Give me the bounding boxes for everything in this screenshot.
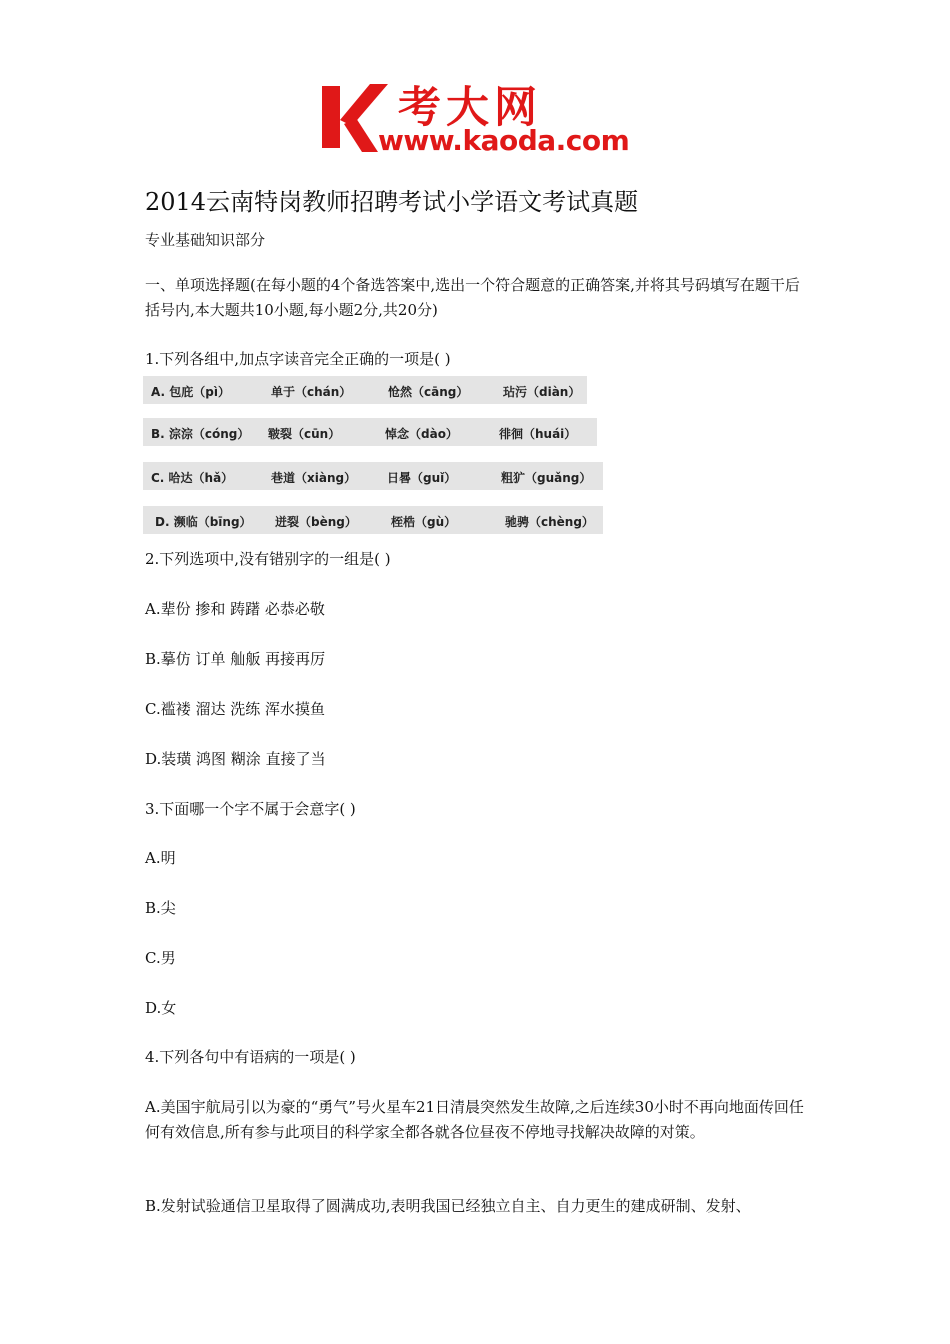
part-instructions: 一、单项选择题(在每小题的4个备选答案中,选出一个符合题意的正确答案,并将其号码填写在题干后括号内,本大题共10小题,每小题2分,共20分) — [145, 276, 800, 319]
q3-option-a: A.明 — [145, 849, 176, 867]
q1-c-word-3: 日晷（guǐ） — [387, 471, 457, 485]
question-1-stem: 1.下列各组中,加点字读音完全正确的一项是( ) — [145, 350, 451, 368]
q1-d-word-2: 迸裂（bèng） — [275, 515, 357, 529]
q1-b-word-1: B. 淙淙（cóng） — [151, 427, 250, 441]
q1-a-word-1: A. 包庇（pì） — [151, 385, 230, 399]
q1-c-word-2: 巷道（xiàng） — [271, 471, 357, 485]
logo-brand-text: 考大网 — [398, 83, 542, 133]
q2-option-b: B.摹仿 订单 舢舨 再接再厉 — [145, 650, 326, 668]
q1-d-word-4: 驰骋（chèng） — [505, 515, 594, 529]
q2-option-a: A.辈份 掺和 踌躇 必恭必敬 — [145, 600, 325, 618]
q3-option-d: D.女 — [145, 999, 177, 1017]
q1-option-a-image — [143, 376, 587, 404]
q1-a-word-4: 玷污（diàn） — [503, 385, 581, 399]
q1-b-word-4: 徘徊（huái） — [499, 427, 577, 441]
q4-option-b: B.发射试验通信卫星取得了圆满成功,表明我国已经独立自主、自力更生的建成研制、发射、 — [145, 1197, 751, 1215]
section-heading: 专业基础知识部分 — [145, 231, 266, 249]
q1-a-word-3: 怆然（cāng） — [388, 385, 469, 399]
q1-d-word-1: D. 濒临（bīng） — [155, 515, 252, 529]
question-4-stem: 4.下列各句中有语病的一项是( ) — [145, 1048, 356, 1066]
q3-option-b: B.尖 — [145, 899, 176, 917]
page-title: 2014云南特岗教师招聘考试小学语文考试真题 — [145, 188, 639, 216]
q2-option-c: C.褴褛 溜达 洗练 浑水摸鱼 — [145, 700, 326, 718]
kaoda-logo — [318, 78, 648, 158]
q1-option-c-image — [143, 462, 603, 490]
q3-option-c: C.男 — [145, 949, 176, 967]
q1-b-word-2: 皲裂（cūn） — [268, 427, 341, 441]
q1-d-word-3: 桎梏（gù） — [391, 515, 457, 529]
q1-option-d-image — [143, 506, 603, 534]
logo-url: www.kaoda.com — [378, 124, 630, 157]
q1-a-word-2: 单于（chán） — [271, 385, 352, 399]
q1-c-word-1: C. 哈达（hǎ） — [151, 471, 234, 485]
q1-c-word-4: 粗犷（guǎng） — [501, 471, 592, 485]
q2-option-d: D.装璜 鸿图 糊涂 直接了当 — [145, 750, 326, 768]
q1-b-word-3: 悼念（dào） — [385, 427, 458, 441]
q1-option-b-image — [143, 418, 597, 446]
question-3-stem: 3.下面哪一个字不属于会意字( ) — [145, 800, 356, 818]
question-2-stem: 2.下列选项中,没有错别字的一组是( ) — [145, 550, 391, 568]
q4-option-a: A.美国宇航局引以为豪的“勇气”号火星车21日清晨突然发生故障,之后连续30小时不再向地面传回任何有效信息,所有参与此项目的科学家全都各就各位昼夜不停地寻找解决故障的对策。 — [145, 1098, 804, 1141]
